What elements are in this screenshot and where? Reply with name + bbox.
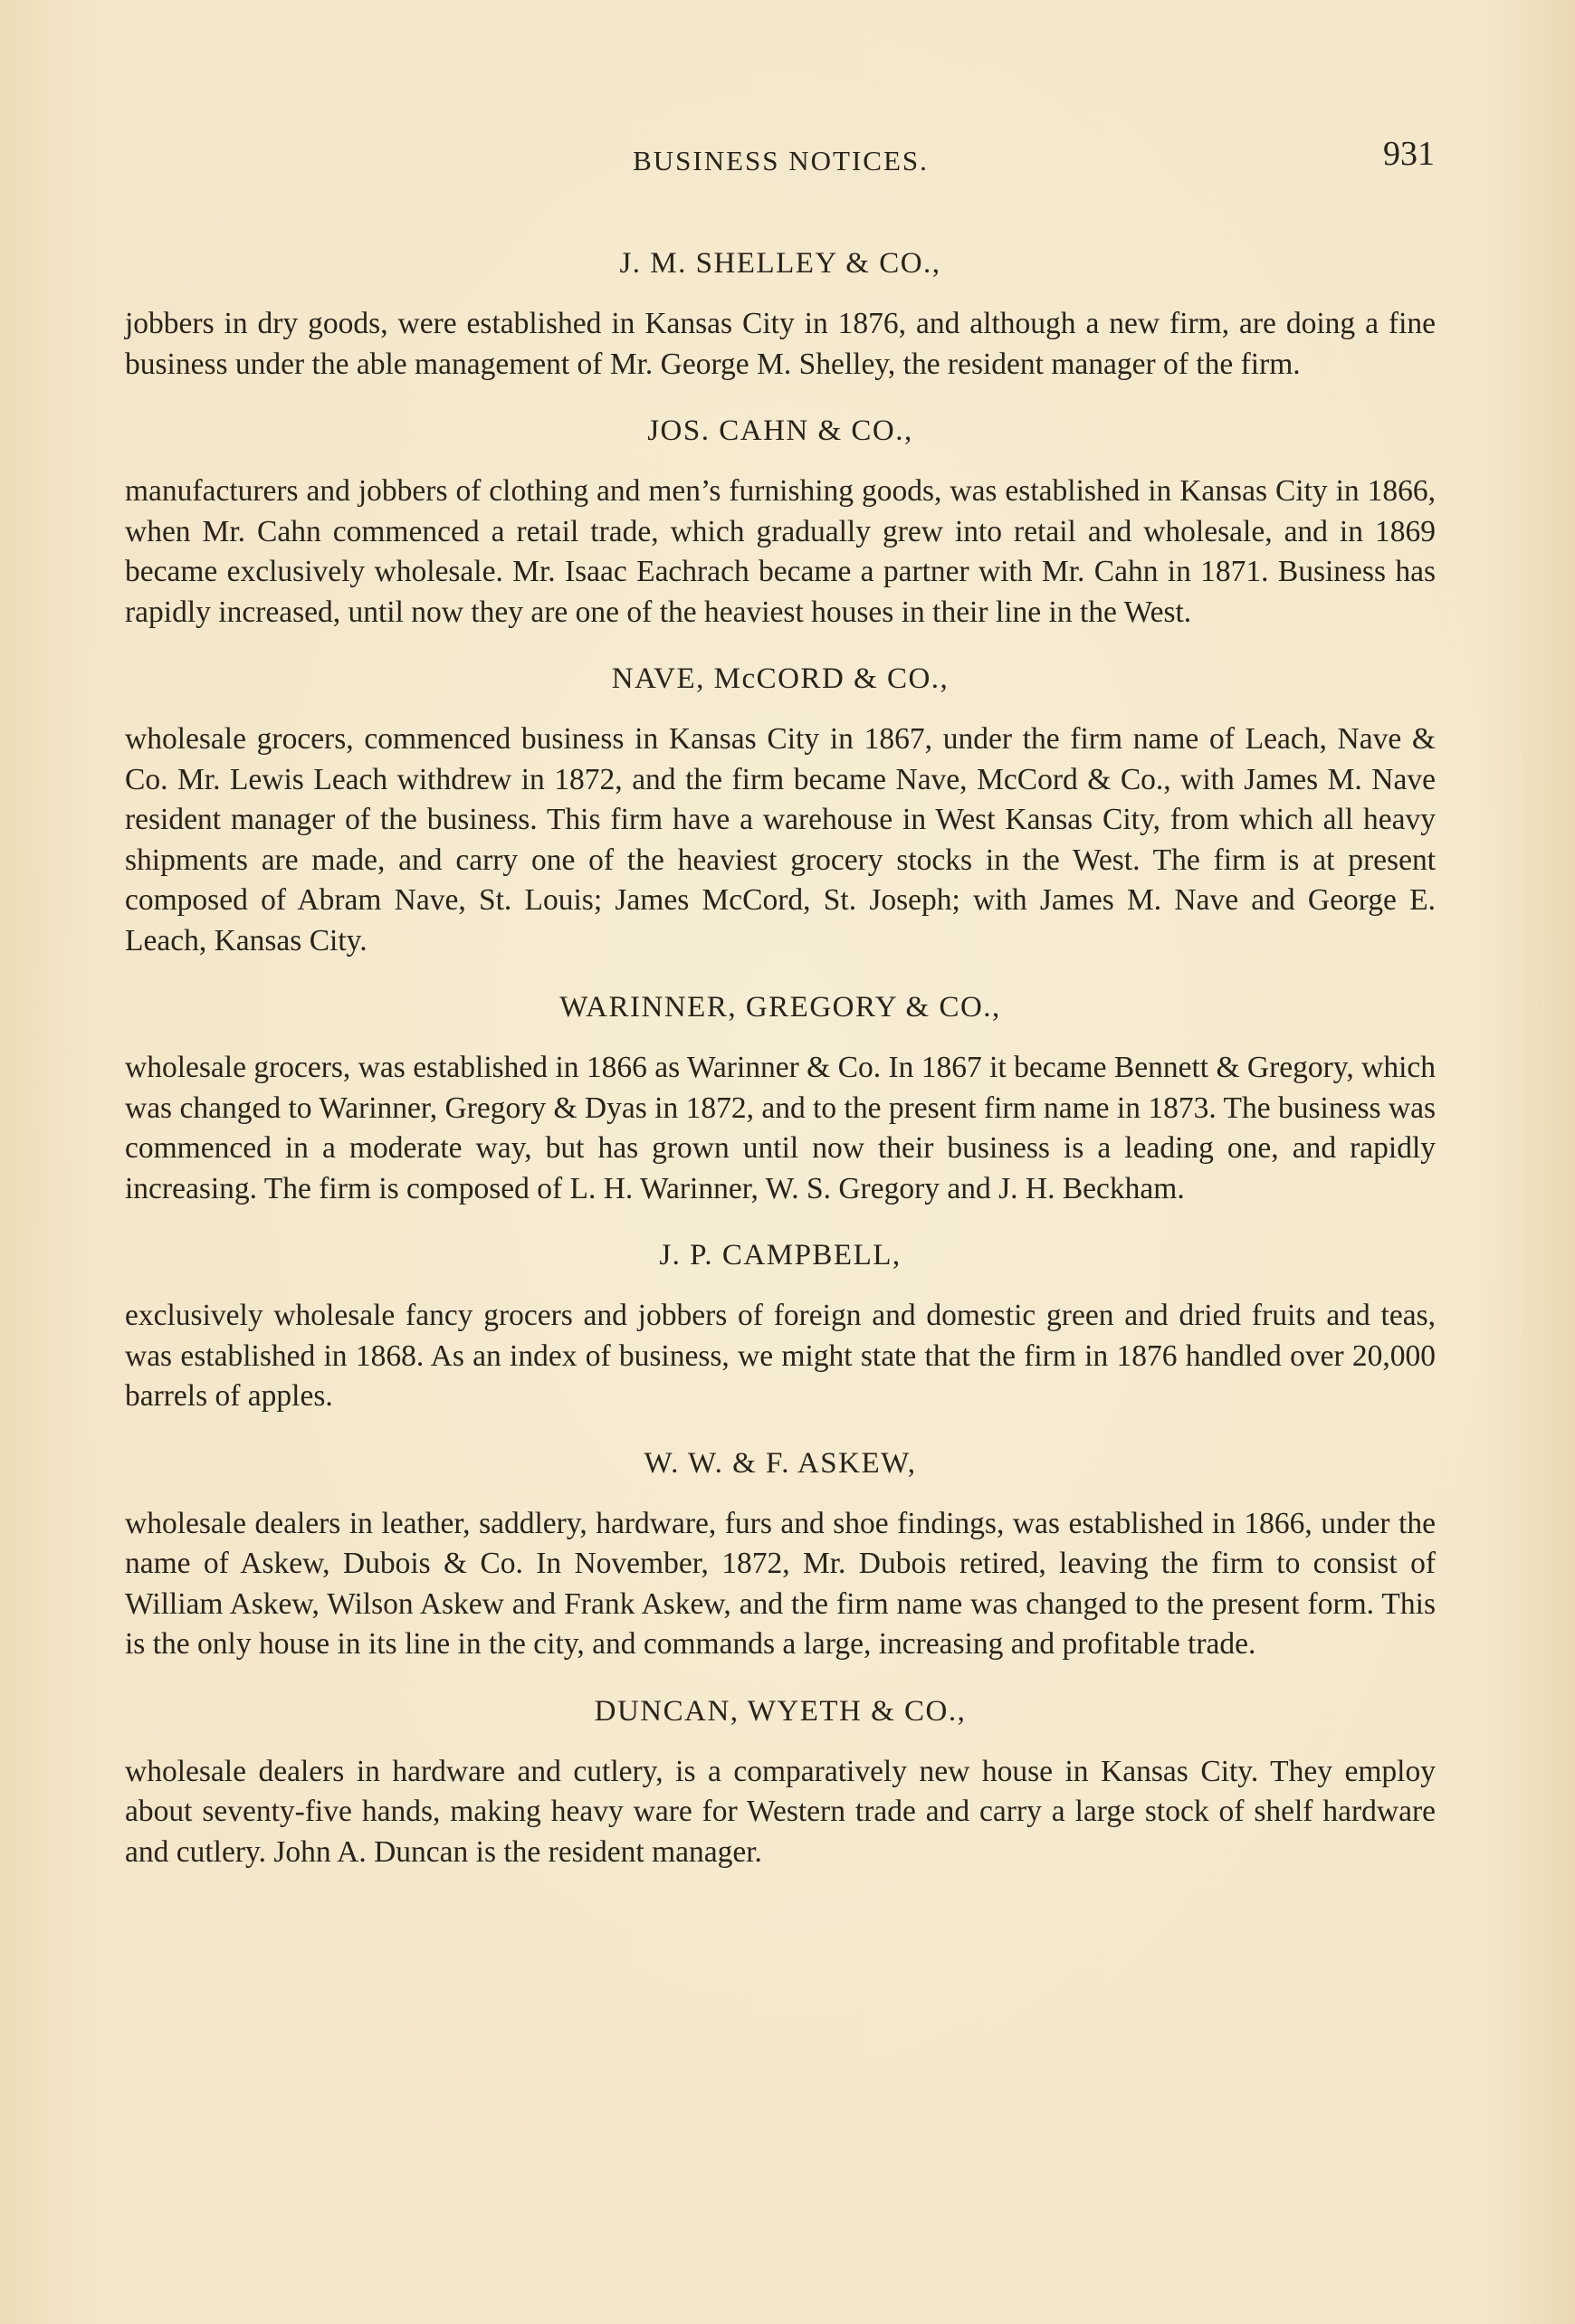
notice-title: WARINNER, GREGORY & CO., xyxy=(559,991,1001,1024)
notice-title: NAVE, McCORD & CO., xyxy=(611,662,950,695)
notice-text: jobbers in dry goods, were established in Kansas City in 1876, and although a new firm, are doing a fine business under the able management of Mr. George M. Shelley, the resident manager of the firm. xyxy=(125,307,1436,381)
page-body xyxy=(125,243,1436,1898)
notice-title: DUNCAN, WYETH & CO., xyxy=(594,1694,967,1728)
running-head: BUSINESS NOTICES. xyxy=(633,145,929,176)
notice-nave-mccord xyxy=(125,658,1436,961)
notice-text: wholesale dealers in leather, saddlery, hardware, furs and shoe findings, was established in 1866, under the name of Askew, Dubois & Co. In November, 1872, Mr. Dubois retired, leaving the firm to consist of William Askew, Wilson Askew and Frank Askew, and the firm name was changed to the present form. This is the only house in its line in the city, and commands a large, increasing and profitable trade. xyxy=(125,1506,1436,1661)
notice-text: wholesale dealers in hardware and cutlery, is a comparatively new house in Kansas City. They employ about seventy-five hands, making heavy ware for Western trade and carry a large stock of shelf hardware and cutlery. John A. Duncan is the resident manager. xyxy=(125,1754,1436,1869)
notice-duncan-wyeth xyxy=(125,1691,1436,1873)
notice-warinner-gregory xyxy=(125,986,1436,1209)
notice-title: W. W. & F. ASKEW, xyxy=(644,1446,917,1480)
notice-text: wholesale grocers, commenced business in Kansas City in 1867, under the firm name of Leach, Nave & Co. Mr. Lewis Leach withdrew in 1872, and the firm became Nave, McCord & Co., with James M. Nave resident manager of the business. This firm have a warehouse in West Kansas City, from which all heavy shipments are made, and carry one of the heaviest grocery stocks in the West. The firm is at present composed of Abram Nave, St. Louis; James McCord, St. Joseph; with James M. Nave and George E. Leach, Kansas City. xyxy=(125,722,1436,957)
notice-title: J. P. CAMPBELL, xyxy=(659,1239,902,1272)
notice-campbell xyxy=(125,1234,1436,1417)
notice-cahn xyxy=(125,410,1436,633)
page-number: 931 xyxy=(1383,135,1435,173)
notice-title: J. M. SHELLEY & CO., xyxy=(619,247,941,280)
notice-askew xyxy=(125,1443,1436,1665)
notice-text: manufacturers and jobbers of clothing and men’s furnishing goods, was established in Kansas City in 1866, when Mr. Cahn commenced a retail trade, which gradually grew into retail and wholesale, and in 1869 became exclusively wholesale. Mr. Isaac Eachrach became a partner with Mr. Cahn in 1871. Business has rapidly increased, until now they are one of the heaviest houses in their line in the West. xyxy=(125,474,1436,629)
notice-text: wholesale grocers, was established in 1866 as Warinner & Co. In 1867 it became Bennett & Gregory, which was changed to Warinner, Gregory & Dyas in 1872, and to the present firm name in 1873. The business was commenced in a moderate way, but has grown until now their business is a leading one, and rapidly increasing. The firm is composed of L. H. Warinner, W. S. Gregory and J. H. Beckham. xyxy=(125,1051,1436,1205)
notice-text: exclusively wholesale fancy grocers and jobbers of foreign and domestic green and dried fruits and teas, was established in 1868. As an index of business, we might state that the firm in 1876 handled over 20,000 barrels of apples. xyxy=(125,1299,1436,1413)
notice-title: JOS. CAHN & CO., xyxy=(647,414,913,447)
notice-shelley xyxy=(125,243,1436,385)
page-header xyxy=(127,134,1435,188)
